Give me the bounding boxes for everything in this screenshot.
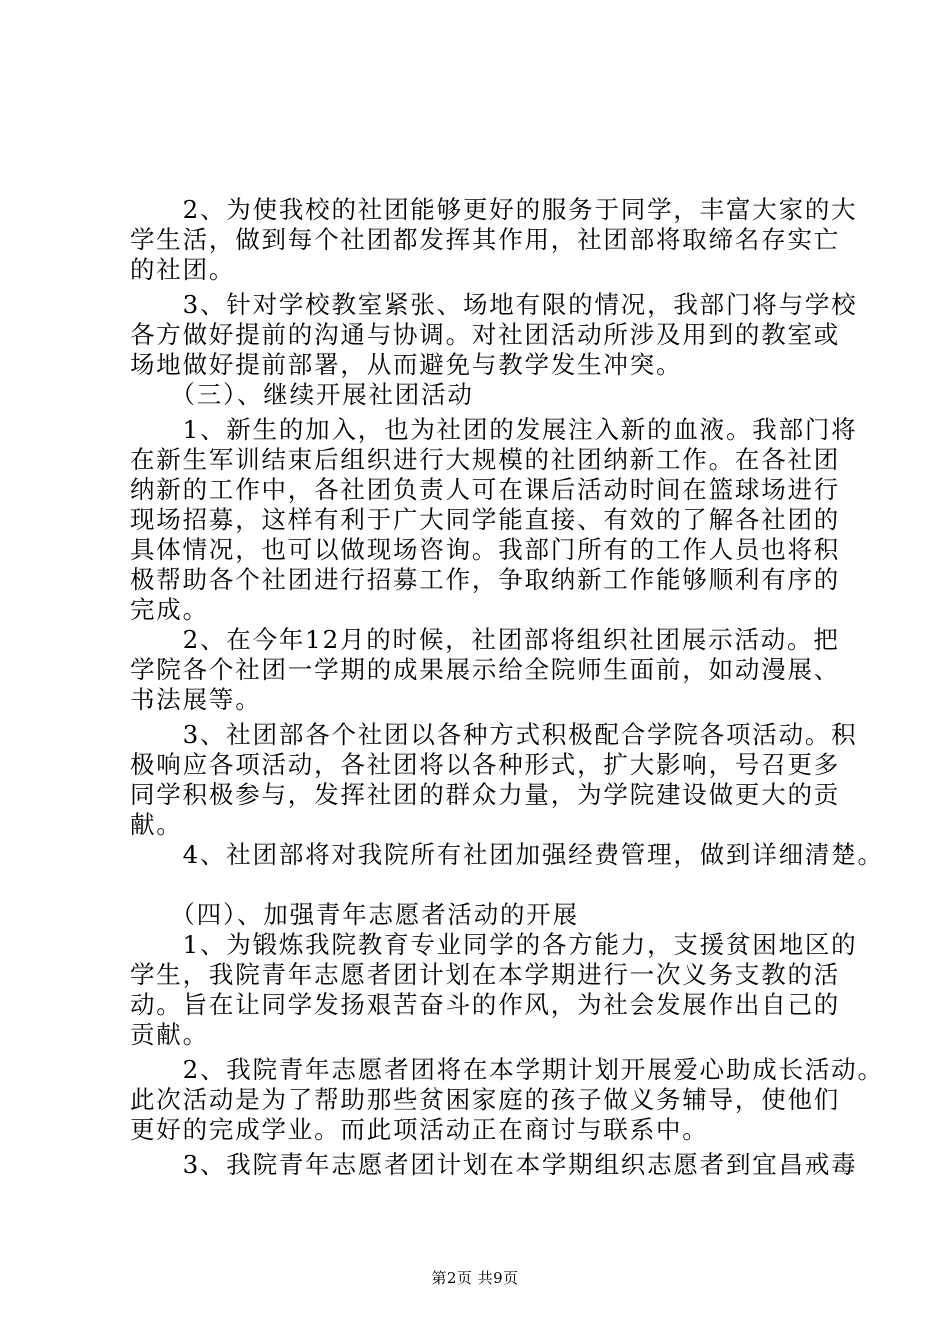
text-line: 同学积极参与，发挥社团的群众力量，为学院建设做更大的贡 bbox=[130, 780, 841, 809]
text-line: 完成。 bbox=[130, 595, 209, 624]
text-line: 贡献。 bbox=[130, 1020, 209, 1049]
text-line: 2、我院青年志愿者团将在本学期计划开展爱心助成长活动。 bbox=[130, 1055, 884, 1084]
text-line: 学院各个社团一学期的成果展示给全院师生面前，如动漫展、 bbox=[130, 655, 841, 684]
text-line: 3、针对学校教室紧张、场地有限的情况，我部门将与学校 bbox=[130, 290, 858, 319]
text-line: 具体情况，也可以做现场咨询。我部门所有的工作人员也将积 bbox=[130, 535, 841, 564]
text-line: 3、社团部各个社团以各种方式积极配合学院各项活动。积 bbox=[130, 720, 858, 749]
text-line: 各方做好提前的沟通与协调。对社团活动所涉及用到的教室或 bbox=[130, 320, 841, 349]
text-line: 1、为锻炼我院教育专业同学的各方能力，支援贫困地区的 bbox=[130, 930, 858, 959]
text-line: 极帮助各个社团进行招募工作，争取纳新工作能够顺利有序的 bbox=[130, 565, 841, 594]
text-line: （三）、继续开展社团活动 bbox=[130, 380, 474, 409]
text-line: 的社团。 bbox=[130, 255, 236, 284]
text-line: 3、我院青年志愿者团计划在本学期组织志愿者到宜昌戒毒 bbox=[130, 1150, 858, 1179]
text-line: 1、新生的加入，也为社团的发展注入新的血液。我部门将 bbox=[130, 415, 858, 444]
text-line: 在新生军训结束后组织进行大规模的社团纳新工作。在各社团 bbox=[130, 445, 841, 474]
text-line: 极响应各项活动，各社团将以各种形式，扩大影响，号召更多 bbox=[130, 750, 841, 779]
text-line: 此次活动是为了帮助那些贫困家庭的孩子做义务辅导，使他们 bbox=[130, 1085, 841, 1114]
text-line: 更好的完成学业。而此项活动正在商讨与联系中。 bbox=[130, 1115, 709, 1144]
text-line: 2、在今年12月的时候，社团部将组织社团展示活动。把 bbox=[130, 625, 840, 654]
text-line: 学生活，做到每个社团都发挥其作用，社团部将取缔名存实亡 bbox=[130, 225, 841, 254]
text-line: 场地做好提前部署，从而避免与教学发生冲突。 bbox=[130, 350, 683, 379]
text-line: 书法展等。 bbox=[130, 685, 262, 714]
text-line: 4、社团部将对我院所有社团加强经费管理，做到详细清楚。 bbox=[130, 840, 884, 869]
text-line: 2、为使我校的社团能够更好的服务于同学，丰富大家的大 bbox=[130, 195, 858, 224]
text-line: 纳新的工作中，各社团负责人可在课后活动时间在篮球场进行 bbox=[130, 475, 841, 504]
text-line: 学生，我院青年志愿者团计划在本学期进行一次义务支教的活 bbox=[130, 960, 841, 989]
text-line: 动。旨在让同学发扬艰苦奋斗的作风，为社会发展作出自己的 bbox=[130, 990, 841, 1019]
text-line: 现场招募，这样有利于广大同学能直接、有效的了解各社团的 bbox=[130, 505, 841, 534]
page-footer: 第2页 共9页 bbox=[431, 1269, 519, 1287]
text-line: 献。 bbox=[130, 810, 183, 839]
text-line: （四）、加强青年志愿者活动的开展 bbox=[130, 900, 579, 929]
